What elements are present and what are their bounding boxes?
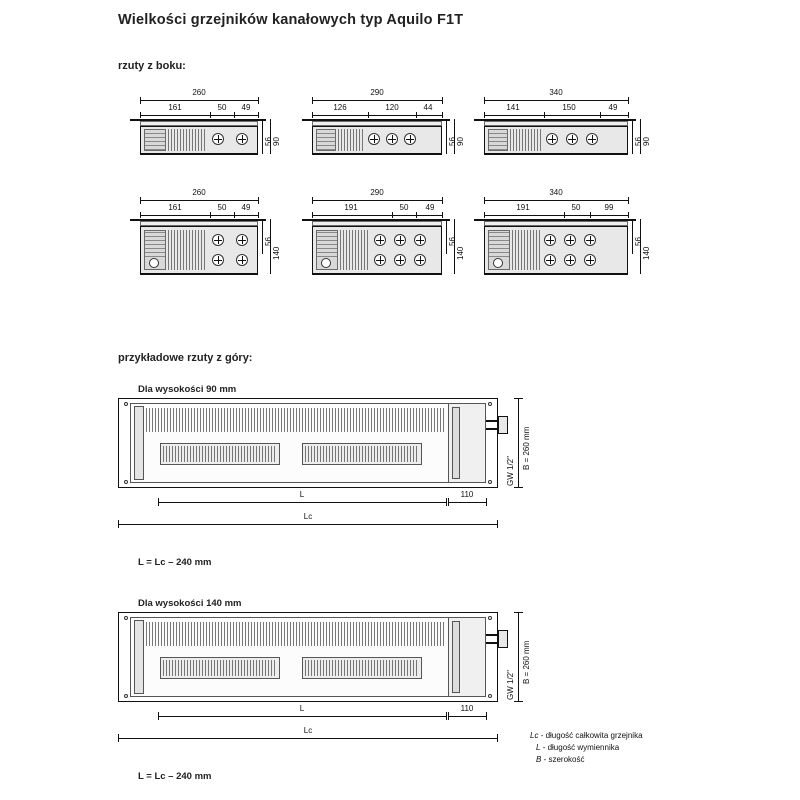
legend-symbol: Lc — [530, 731, 539, 740]
legend-row — [530, 754, 643, 766]
dim-total-width: 260 — [192, 88, 206, 97]
side-view-340-90 — [482, 88, 651, 163]
section-label-side-views: rzuty z boku: — [118, 60, 186, 72]
dim-sub-2: 50 — [217, 103, 227, 112]
connection-label: GW 1/2" — [506, 456, 515, 486]
dim-height-90: 90 — [272, 137, 281, 146]
dim-sub-3: 49 — [241, 203, 251, 212]
section-label-top-views: przykładowe rzuty z góry: — [118, 352, 253, 364]
legend — [530, 730, 643, 766]
dim-total-width: 340 — [549, 88, 563, 97]
dim-sub-1: 141 — [506, 103, 520, 112]
side-view-260-140 — [138, 188, 281, 298]
dim-height-56: 56 — [448, 137, 457, 146]
side-view-290-140 — [310, 188, 465, 298]
dim-sub-3: 49 — [425, 203, 435, 212]
dim-height-56: 56 — [448, 237, 457, 246]
dim-height-56: 56 — [264, 237, 273, 246]
formula-140: L = Lc – 240 mm — [138, 771, 212, 782]
dim-sub-1: 126 — [333, 103, 347, 112]
formula-90: L = Lc – 240 mm — [138, 557, 212, 568]
side-view-340-140 — [482, 188, 651, 298]
dim-height-140: 140 — [272, 246, 281, 260]
dim-110: 110 — [460, 704, 474, 713]
legend-symbol: L — [536, 743, 541, 752]
dim-height-90: 90 — [456, 137, 465, 146]
dim-sub-1: 161 — [168, 203, 182, 212]
dim-sub-2: 50 — [571, 203, 581, 212]
dim-sub-2: 150 — [562, 103, 576, 112]
dim-total-width: 340 — [549, 188, 563, 197]
top-view-90 — [118, 398, 678, 548]
dim-height-56: 56 — [634, 237, 643, 246]
legend-row — [530, 730, 643, 742]
dim-sub-3: 44 — [423, 103, 433, 112]
legend-symbol: B — [536, 755, 542, 764]
dim-sub-2: 120 — [385, 103, 399, 112]
dim-height-90: 90 — [642, 137, 651, 146]
legend-row — [530, 742, 643, 754]
side-view-260-90 — [138, 88, 281, 163]
dim-sub-3: 49 — [241, 103, 251, 112]
dim-sub-2: 50 — [217, 203, 227, 212]
legend-text: - długość całkowita grzejnika — [540, 731, 643, 740]
dim-height-56: 56 — [264, 137, 273, 146]
dim-sub-3: 99 — [604, 203, 614, 212]
dim-sub-1: 191 — [344, 203, 358, 212]
top-view-caption-90: Dla wysokości 90 mm — [138, 384, 237, 395]
dim-total-width: 290 — [370, 88, 384, 97]
dim-height-140: 140 — [456, 246, 465, 260]
dim-B: B = 260 mm — [522, 426, 531, 470]
connection-label: GW 1/2" — [506, 670, 515, 700]
dim-height-140: 140 — [642, 246, 651, 260]
dim-total-width: 260 — [192, 188, 206, 197]
dim-L: L — [299, 490, 305, 499]
dim-Lc: Lc — [303, 512, 313, 521]
dim-sub-1: 191 — [516, 203, 530, 212]
dim-sub-2: 50 — [399, 203, 409, 212]
dim-Lc: Lc — [303, 726, 313, 735]
dim-L: L — [299, 704, 305, 713]
legend-text: - szerokość — [543, 755, 585, 764]
side-view-290-90 — [310, 88, 465, 163]
legend-text: - długość wymiennika — [542, 743, 620, 752]
top-view-caption-140: Dla wysokości 140 mm — [138, 598, 242, 609]
dim-sub-3: 49 — [608, 103, 618, 112]
dim-height-56: 56 — [634, 137, 643, 146]
dim-110: 110 — [460, 490, 474, 499]
page-title: Wielkości grzejników kanałowych typ Aquilo F1T — [118, 12, 464, 28]
dim-B: B = 260 mm — [522, 640, 531, 684]
dim-total-width: 290 — [370, 188, 384, 197]
dim-sub-1: 161 — [168, 103, 182, 112]
